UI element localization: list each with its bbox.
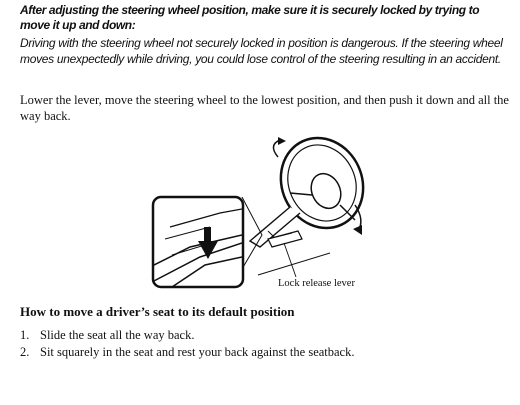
warning-title: After adjusting the steering wheel position, make sure it is securely locked by trying to move it up and down: <box>20 3 480 32</box>
steering-wheel-drawing <box>150 135 385 295</box>
section-title: How to move a driver’s seat to its default position <box>20 304 295 319</box>
step-text: Sit squarely in the seat and rest your back against the seatback. <box>40 345 355 359</box>
step-text: Slide the seat all the way back. <box>40 328 195 342</box>
lock-release-lever-label: Lock release lever <box>278 278 355 289</box>
warning-body: Driving with the steering wheel not securely locked in position is dangerous. If the steering wheel moves unexpectedly while driving, you could lose control of the steering resulting in an accident. <box>20 36 503 66</box>
step-number: 2. <box>20 345 30 359</box>
steps-list <box>20 327 354 361</box>
list-item <box>20 344 354 361</box>
steering-wheel-illustration <box>150 135 385 295</box>
list-item <box>20 327 354 344</box>
instruction-text: Lower the lever, move the steering wheel to the lowest position, and then push it down and all the way back. <box>20 93 509 123</box>
step-number: 1. <box>20 328 30 342</box>
